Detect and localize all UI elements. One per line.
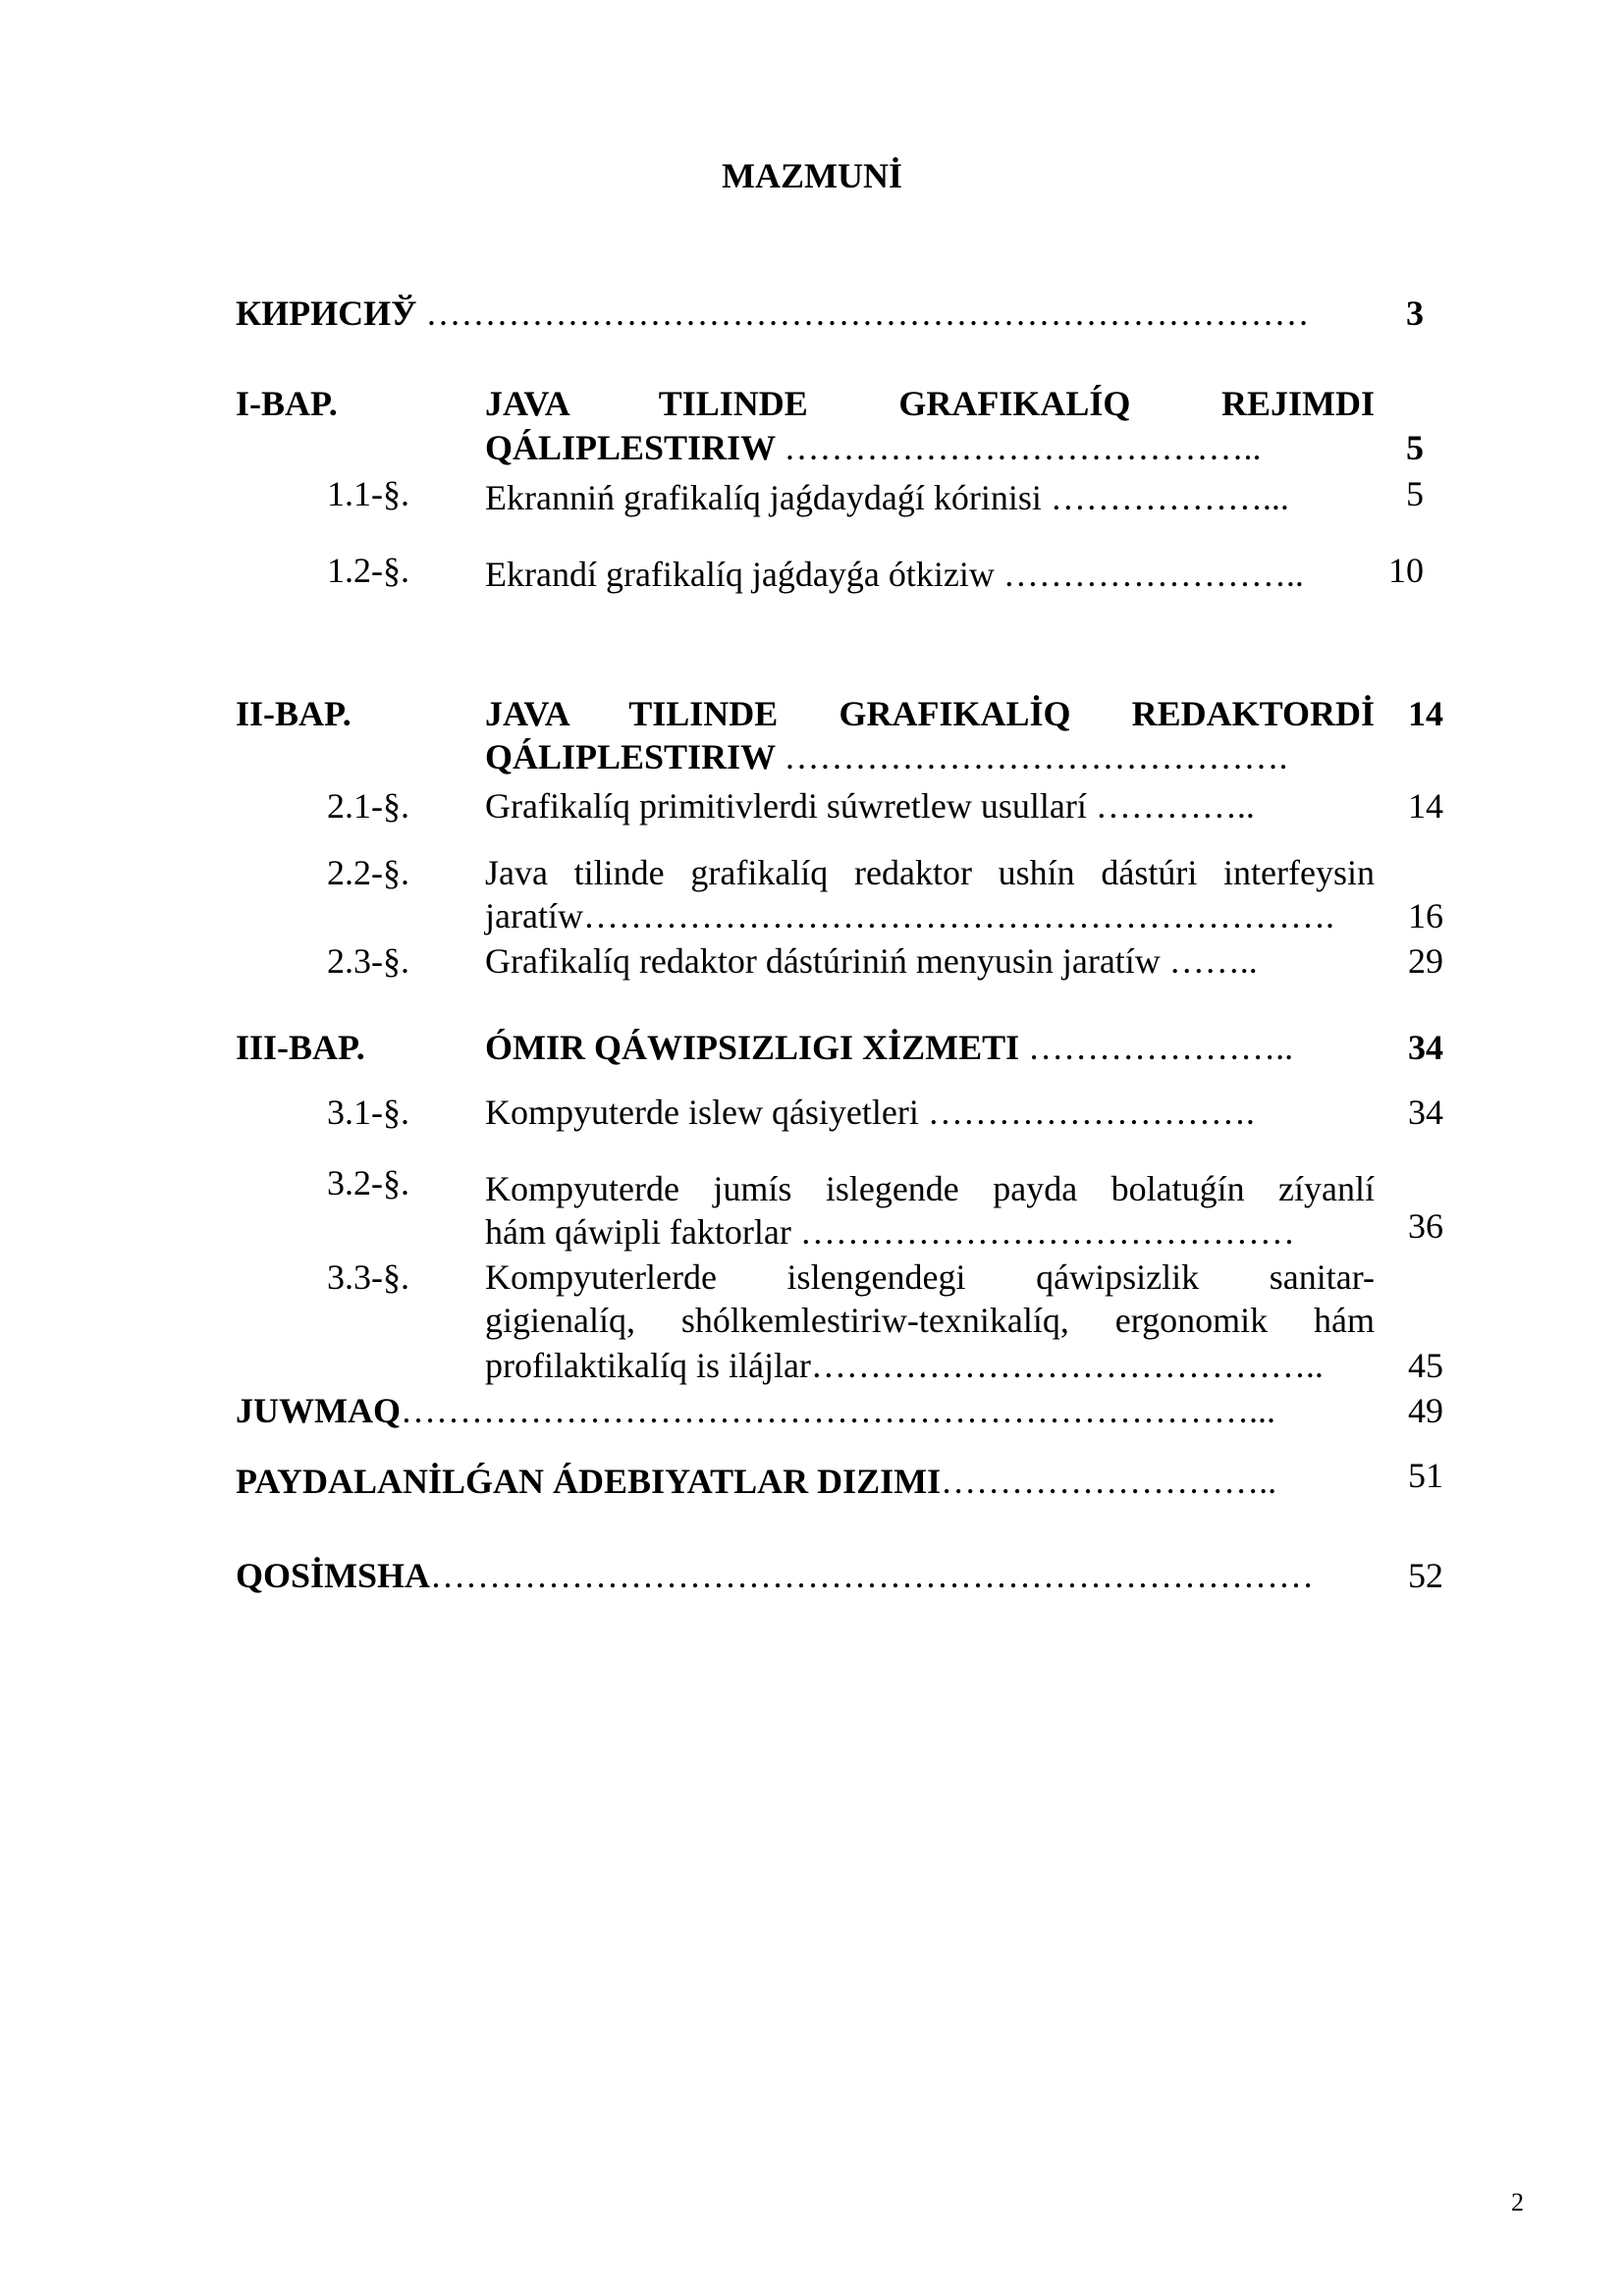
chapter-title-text: ÓMIR QÁWIPSIZLIGI XİZMETI [485,1028,1020,1067]
section-title-line3: profilaktikalíq is ilájlar [485,1346,811,1385]
chapter-title-line2: QÁLIPLESTIRIW [485,737,776,776]
toc-entry-intro[interactable] [236,293,1310,334]
toc-leader-dots: …………………………………….. [810,1346,1324,1385]
toc-leader-dots: ………………………………………………………………… [430,1556,1315,1595]
section-title[interactable]: Java tilinde grafikalíq redaktor ushín dástúri interfeysin [485,853,1375,892]
toc-entry-appendix[interactable] [236,1555,1314,1596]
toc-page-number: 45 [1408,1346,1443,1385]
toc-leader-dots: ………………….. [1028,1028,1294,1067]
toc-entry-section[interactable] [485,785,1255,827]
toc-page-number: 52 [1408,1556,1443,1595]
toc-page-number: 36 [1408,1206,1443,1246]
section-title[interactable]: Kompyuterde jumís islegende payda bolatuǵín zíyanlí [485,1169,1375,1208]
section-number: 1.2-§. [327,551,409,590]
toc-leader-dots: ………………………………………………………………... [400,1391,1275,1430]
chapter-title[interactable]: JAVA TILINDE GRAFIKALİQ REDAKTORDİ [485,694,1375,733]
toc-entry-section-cont[interactable] [485,1211,1295,1253]
toc-entry-section-cont[interactable] [485,895,1334,936]
chapter-label: I-BAP. [236,384,338,423]
page-title: MAZMUNİ [722,156,902,195]
section-number: 3.1-§. [327,1093,409,1132]
toc-entry-label: JUWMAQ [236,1391,401,1430]
section-number: 2.1-§. [327,786,409,826]
chapter-title-line2: QÁLIPLESTIRIW [485,428,776,467]
section-number: 3.2-§. [327,1163,409,1202]
section-title: Ekranniń grafikalíq jaǵdaydaǵí kórinisi [485,478,1042,517]
section-title-line2: hám qáwipli faktorlar [485,1212,791,1252]
toc-page-number: 49 [1408,1391,1443,1430]
toc-entry-section[interactable] [485,940,1258,982]
toc-leader-dots: …………………………………… [799,1212,1295,1252]
toc-page-number: 14 [1408,694,1443,733]
toc-entry-conclusion[interactable] [236,1390,1275,1431]
toc-entry-section[interactable] [485,1092,1255,1133]
chapter-title-cont[interactable] [485,427,1261,468]
toc-page-number: 34 [1408,1028,1443,1067]
toc-entry-section-cont[interactable] [485,1345,1324,1386]
section-title: Grafikalíq primitivlerdi súwretlew usullarí [485,786,1087,826]
toc-page-number: 29 [1408,941,1443,981]
section-title: Grafikalíq redaktor dástúriniń menyusin jaratíw [485,941,1161,981]
toc-leader-dots: ………………………………….. [784,428,1262,467]
chapter-title[interactable] [485,1027,1293,1068]
chapter-title-cont[interactable] [485,736,1287,777]
toc-leader-dots: …….. [1168,941,1258,981]
toc-page-number: 5 [1406,474,1424,513]
toc-entry-label: КИРИСИЎ [236,294,417,333]
toc-leader-dots: …………………….. [1002,555,1304,594]
toc-entry-label: PAYDALANİLǴAN ÁDEBIYATLAR DIZIMI [236,1462,942,1501]
toc-page-number: 3 [1406,294,1424,333]
chapter-label: III-BAP. [236,1028,365,1067]
toc-entry-section[interactable] [485,477,1289,518]
toc-leader-dots: ……………………….. [941,1462,1277,1501]
toc-entry-section[interactable] [485,554,1304,595]
section-number: 3.3-§. [327,1257,409,1297]
toc-entry-references[interactable] [236,1461,1276,1502]
page-number: 2 [1511,2188,1524,2216]
section-title[interactable]: Kompyuterlerde islengendegi qáwipsizlik sanitar- [485,1257,1375,1297]
toc-page-number: 34 [1408,1093,1443,1132]
toc-page-number: 16 [1408,896,1443,935]
section-title-line2: gigienalíq, shólkemlestiriw-texnikalíq, ergonomik hám [485,1301,1375,1340]
toc-page-number: 14 [1408,786,1443,826]
section-number: 2.2-§. [327,853,409,892]
section-number: 1.1-§. [327,474,409,513]
section-title: Kompyuterde islew qásiyetleri [485,1093,919,1132]
toc-page-number: 51 [1408,1456,1443,1495]
section-number: 2.3-§. [327,941,409,981]
toc-page-number: 5 [1406,428,1424,467]
toc-page-number: 10 [1388,551,1424,590]
toc-leader-dots: ………….. [1095,786,1255,826]
toc-leader-dots: ……………………………………. [784,737,1288,776]
toc-leader-dots: ………………………………………………………. [582,896,1334,935]
chapter-label: II-BAP. [236,694,352,733]
toc-leader-dots: ………………………………………………………………… [425,294,1310,333]
section-title-line2: jaratíw [485,896,583,935]
toc-leader-dots: ………………………. [927,1093,1255,1132]
chapter-title[interactable]: JAVA TILINDE GRAFIKALÍQ REJIMDI [485,384,1375,423]
toc-entry-label: QOSİMSHA [236,1556,431,1595]
toc-leader-dots: ………………... [1050,478,1289,517]
section-title: Ekrandí grafikalíq jaǵdayǵa ótkiziw [485,555,995,594]
